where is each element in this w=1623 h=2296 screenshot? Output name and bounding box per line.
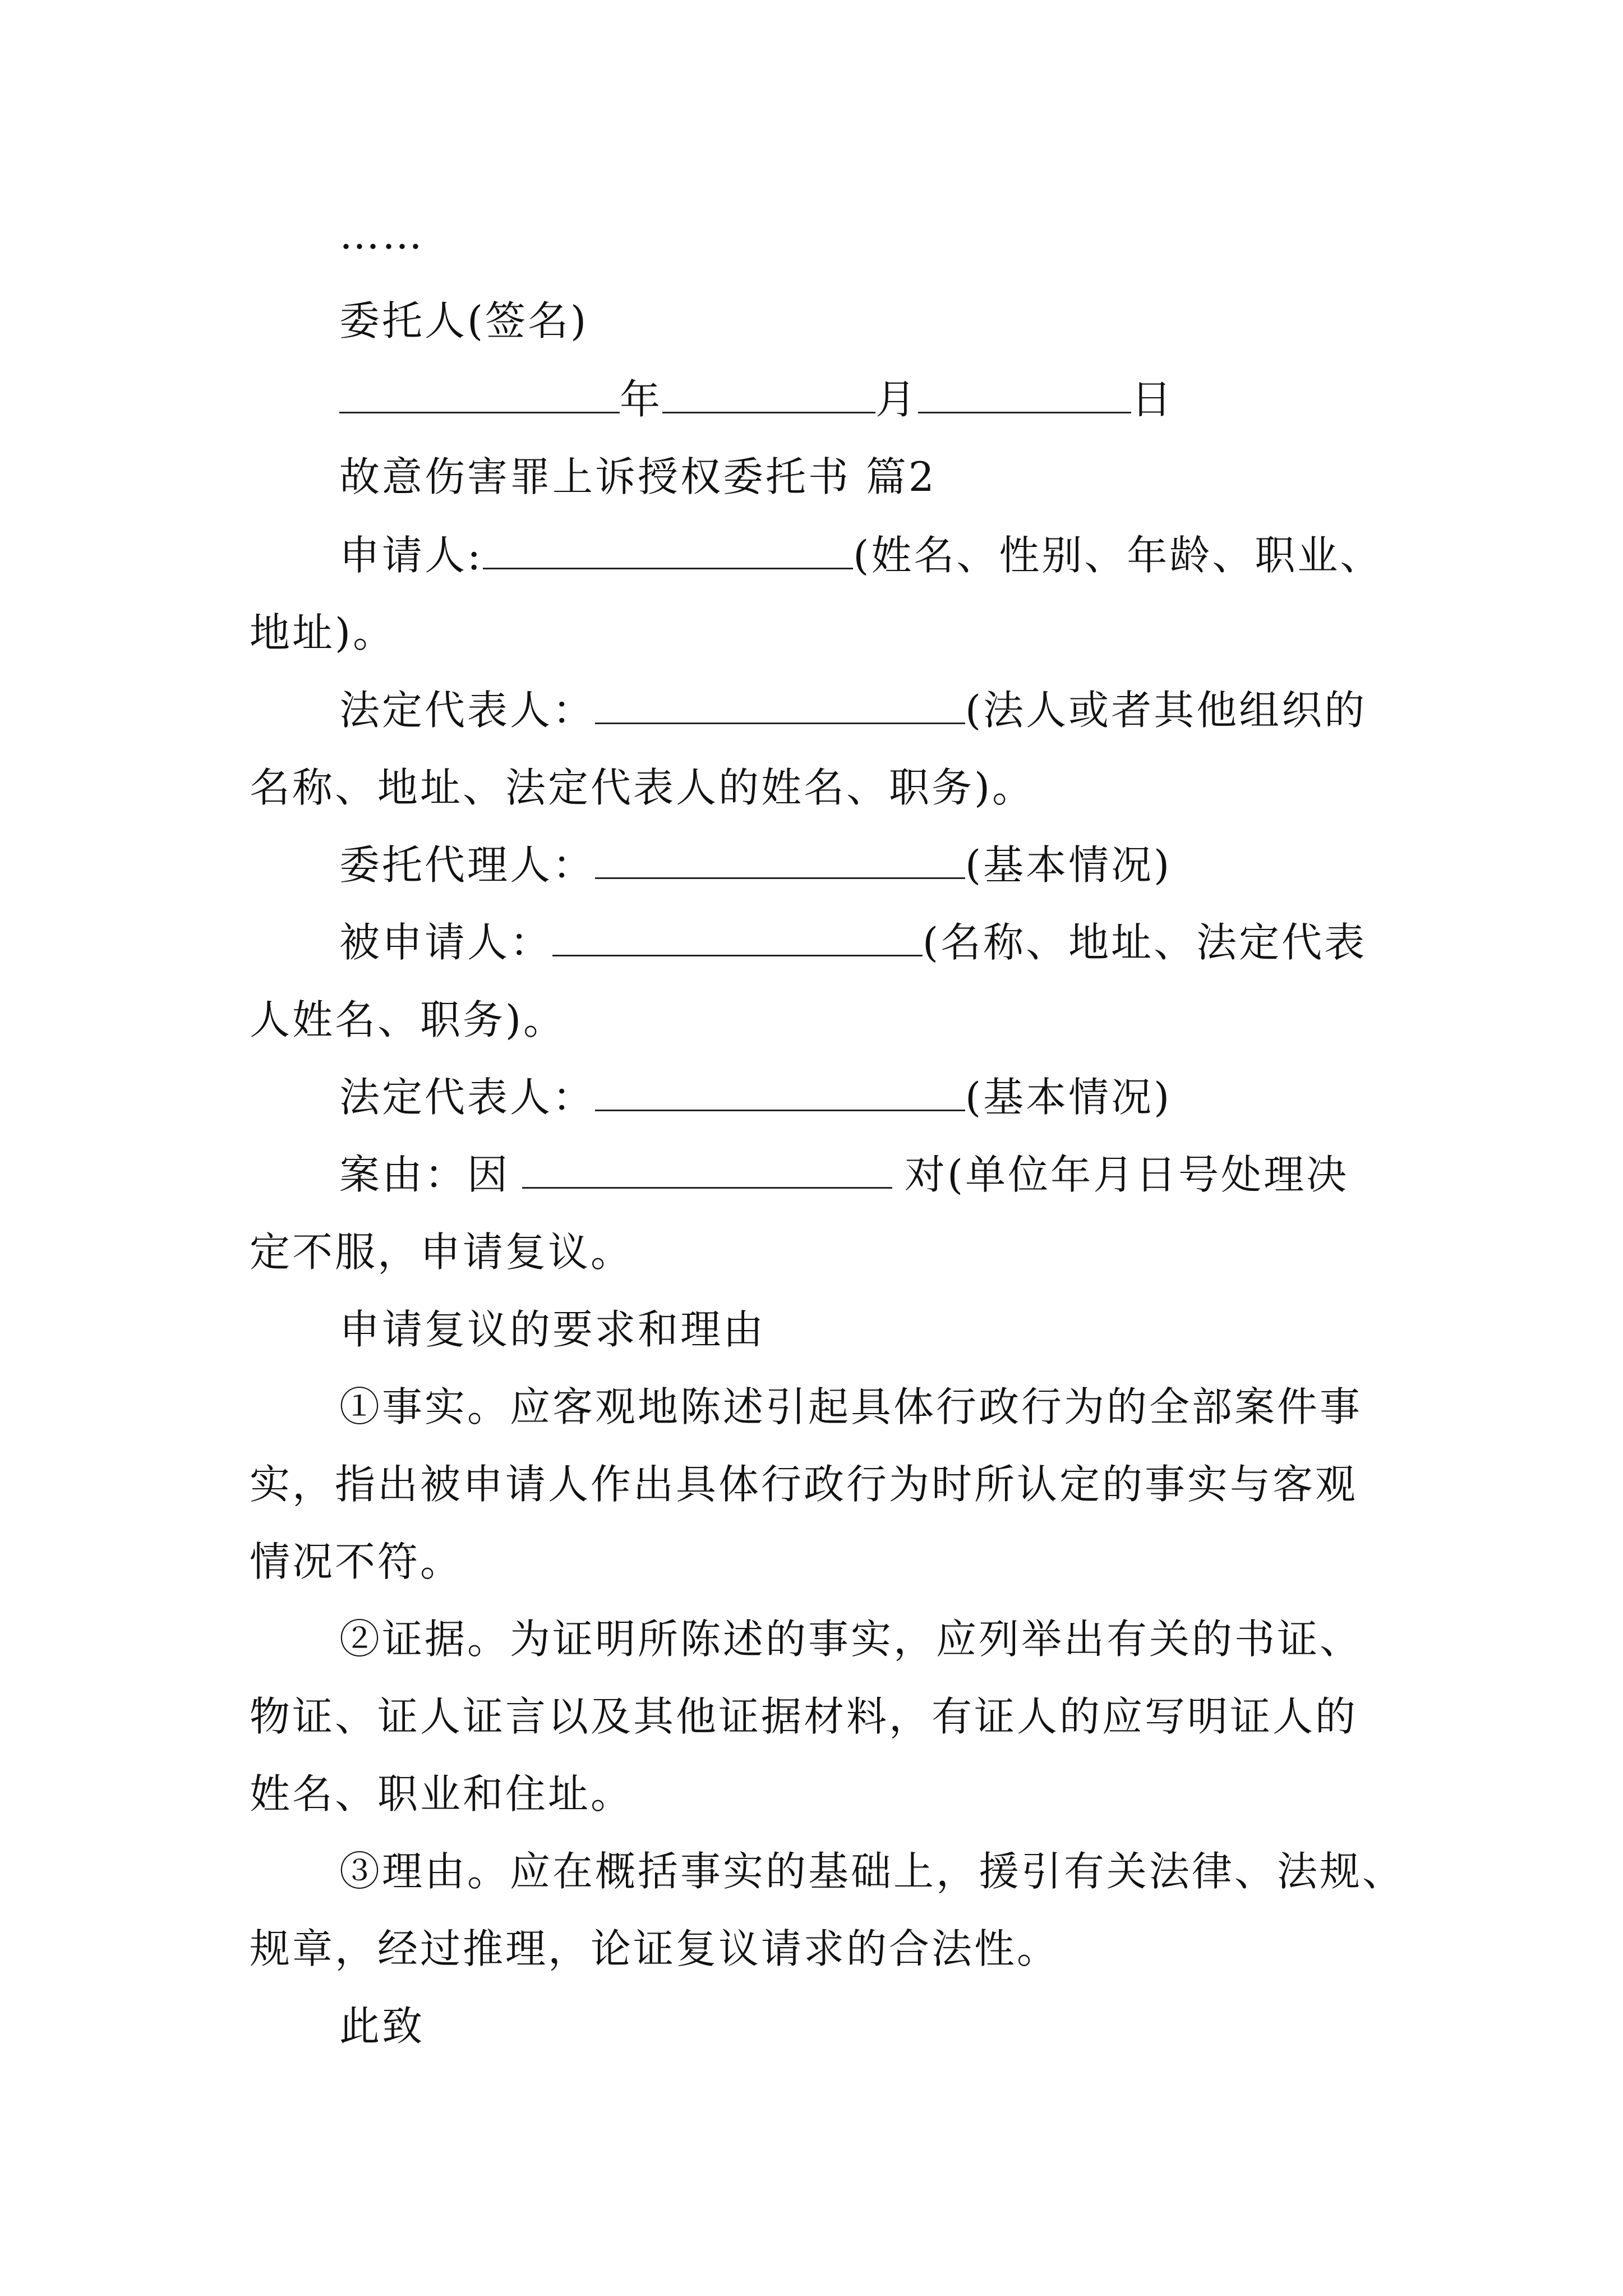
- legal-rep2-label: 法定代表人：: [339, 1074, 596, 1121]
- cause-label: 案由：因: [339, 1151, 510, 1198]
- legal-rep2-blank[interactable]: [595, 1075, 965, 1111]
- item3-line-2: 规章，经过推理，论证复议请求的合法性。: [250, 1925, 1060, 1972]
- legal-rep2-note: (基本情况): [965, 1074, 1172, 1121]
- item3-line-1: ③理由。应在概括事实的基础上，援引有关法律、法规、: [339, 1848, 1405, 1895]
- cause-line: [339, 1147, 1388, 1203]
- section-title: 故意伤害罪上诉授权委托书 篇2: [339, 453, 937, 500]
- year-blank[interactable]: [339, 377, 620, 413]
- agent-label: 委托代理人：: [339, 841, 596, 889]
- day-blank[interactable]: [918, 377, 1131, 413]
- date-line: [339, 371, 1388, 427]
- item1-line-3: 情况不符。: [250, 1538, 463, 1585]
- applicant-note: (姓名、性别、年龄、职业、: [853, 532, 1383, 579]
- respondent-line: [339, 914, 1388, 970]
- requests-heading: 申请复议的要求和理由: [339, 1306, 766, 1353]
- respondent-note: (名称、地址、法定代表: [923, 919, 1367, 966]
- applicant-note-cont: 地址)。: [250, 609, 396, 656]
- legal-rep-blank[interactable]: [595, 688, 965, 724]
- applicant-label: 申请人:: [339, 532, 483, 579]
- item2-line-2: 物证、证人证言以及其他证据材料，有证人的应写明证人的: [250, 1693, 1358, 1740]
- legal-rep2-line: [339, 1069, 1388, 1125]
- applicant-line: [339, 527, 1388, 583]
- cause-note: 对(单位年月日号处理决: [905, 1151, 1349, 1198]
- legal-rep-line: [339, 682, 1388, 738]
- ellipsis: ……: [339, 211, 425, 258]
- month-label: 月: [875, 376, 919, 423]
- cause-note-cont: 定不服，申请复议。: [250, 1228, 634, 1276]
- year-label: 年: [620, 376, 663, 423]
- item1-line-1: ①事实。应客观地陈述引起具体行政行为的全部案件事: [339, 1383, 1363, 1430]
- legal-rep-label: 法定代表人：: [339, 687, 596, 734]
- respondent-note-cont: 人姓名、职务)。: [250, 996, 566, 1043]
- cause-blank[interactable]: [522, 1152, 892, 1189]
- agent-line: [339, 837, 1388, 893]
- legal-rep-note: (法人或者其他组织的: [965, 687, 1367, 734]
- respondent-blank[interactable]: [552, 920, 923, 956]
- closing: 此致: [339, 2003, 425, 2050]
- respondent-label: 被申请人：: [339, 919, 553, 966]
- agent-note: (基本情况): [965, 841, 1172, 889]
- day-label: 日: [1131, 376, 1174, 423]
- signer-label: 委托人(签名): [339, 297, 589, 344]
- month-blank[interactable]: [662, 377, 875, 413]
- item1-line-2: 实，指出被申请人作出具体行政行为时所认定的事实与客观: [250, 1461, 1358, 1508]
- legal-rep-note-cont: 名称、地址、法定代表人的姓名、职务)。: [250, 764, 1035, 811]
- applicant-blank[interactable]: [483, 533, 853, 569]
- item2-line-1: ②证据。为证明所陈述的事实，应列举出有关的书证、: [339, 1616, 1363, 1663]
- item2-line-3: 姓名、职业和住址。: [250, 1770, 634, 1818]
- agent-blank[interactable]: [595, 843, 965, 879]
